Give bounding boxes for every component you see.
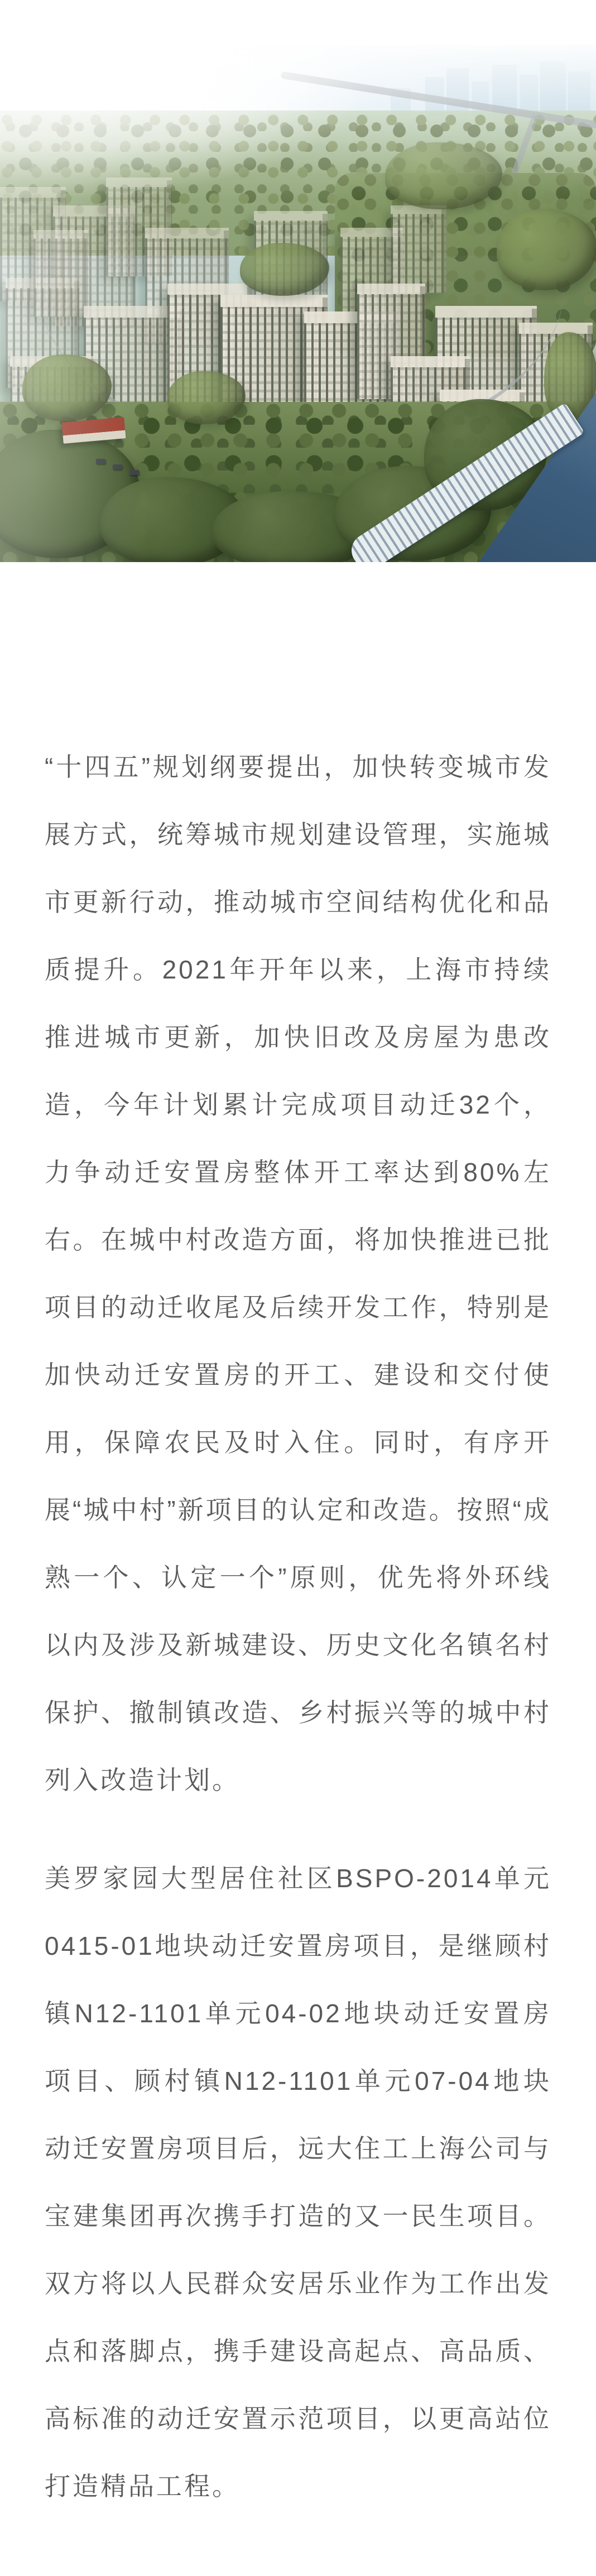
car [129,470,139,475]
article-paragraph-1: “十四五”规划纲要提出，加快转变城市发展方式，统筹城市规划建设管理，实施城市更新行动，推动城市空间结构优化和品质提升。2021年开年以来，上海市持续推进城市更新，加快旧改及房屋为患改造，今年计划累计完成项目动迁32个，力争动迁安置房整体开工率达到80%左右。在城中村改造方面，将加快推进已批项目的动迁收尾及后续开发工作，特别是加快动迁安置房的开工、建设和交付使用，保障农民及时入住。同时，有序开展“城中村”新项目的认定和改造。按照“成熟一个、认定一个”原则，优先将外环线以内及涉及新城建设、历史文化名镇名村保护、撤制镇改造、乡村振兴等的城中村列入改造计划。 [45,752,551,1795]
car [113,464,122,469]
hero-image [0,45,596,562]
article-body [0,562,596,2520]
car [96,459,105,464]
article-paragraph-2: 美罗家园大型居住社区BSPO-2014单元0415-01地块动迁安置房项目，是继顾村镇N12-1101单元04-02地块动迁安置房项目、顾村镇N12-1101单元07-04地块动迁安置房项目后，远大住工上海公司与宝建集团再次携手打造的又一民生项目。双方将以人民群众安居乐业作为工作出发点和落脚点，携手建设高起点、高品质、高标准的动迁安置示范项目，以更高站位打造精品工程。 [45,1864,551,2501]
parked-cars [0,45,596,562]
